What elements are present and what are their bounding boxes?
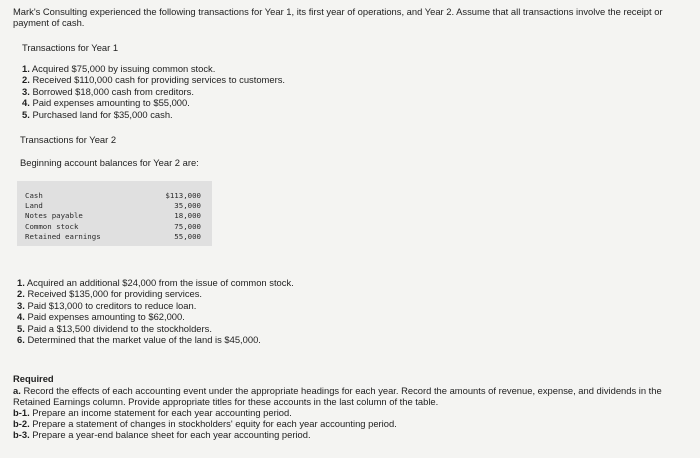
table-row: Land 35,000 [25,201,201,211]
year1-heading: Transactions for Year 1 [22,42,119,53]
beginning-balances-table [25,191,201,242]
list-item: 2. Received $110,000 cash for providing services to customers. [22,74,285,86]
balances-heading: Beginning account balances for Year 2 are: [20,157,199,168]
required-title: Required [13,373,54,384]
list-item: 2. Received $135,000 for providing services. [17,288,203,300]
table-row: Common stock 75,000 [25,221,201,231]
list-item: b-1. Prepare an income statement for each year accounting period. [13,407,292,418]
list-item: 3. Borrowed $18,000 cash from creditors. [22,85,194,97]
table-row: Notes payable 18,000 [25,211,201,221]
list-item: 4. Paid expenses amounting to $62,000. [17,311,185,323]
required-list [13,385,685,440]
list-item: b-2. Prepare a statement of changes in stockholders' equity for each year accounting period. [13,418,397,429]
table-row: Retained earnings 55,000 [25,231,201,241]
table-row: Cash $113,000 [25,191,201,200]
problem-intro: Mark's Consulting experienced the following transactions for Year 1, its first year of operations, and Year 2. Assume that all transactions involve the receipt or payment of cash. [13,6,663,28]
year1-transactions [22,63,285,120]
list-item: 3. Paid $13,000 to creditors to reduce loan. [17,299,197,311]
list-item: 6. Determined that the market value of the land is $45,000. [17,334,261,346]
beginning-balances-box [17,181,212,246]
list-item: 4. Paid expenses amounting to $55,000. [22,97,190,109]
list-item: 1. Acquired $75,000 by issuing common stock. [22,63,216,74]
list-item: b-3. Prepare a year-end balance sheet for each year accounting period. [13,429,311,440]
list-item: 1. Acquired an additional $24,000 from the issue of common stock. [17,277,294,288]
list-item: 5. Paid a $13,500 dividend to the stockholders. [17,322,212,334]
year2-heading: Transactions for Year 2 [20,134,117,145]
list-item: a. Record the effects of each accounting event under the appropriate headings for each year. Record the amounts of revenue, expense, and dividends in the Retained Earnings column. Provide appropriate titles for these accounts in the last column of the table. [13,385,662,407]
list-item: 5. Purchased land for $35,000 cash. [22,108,173,120]
year2-transactions [17,277,294,345]
